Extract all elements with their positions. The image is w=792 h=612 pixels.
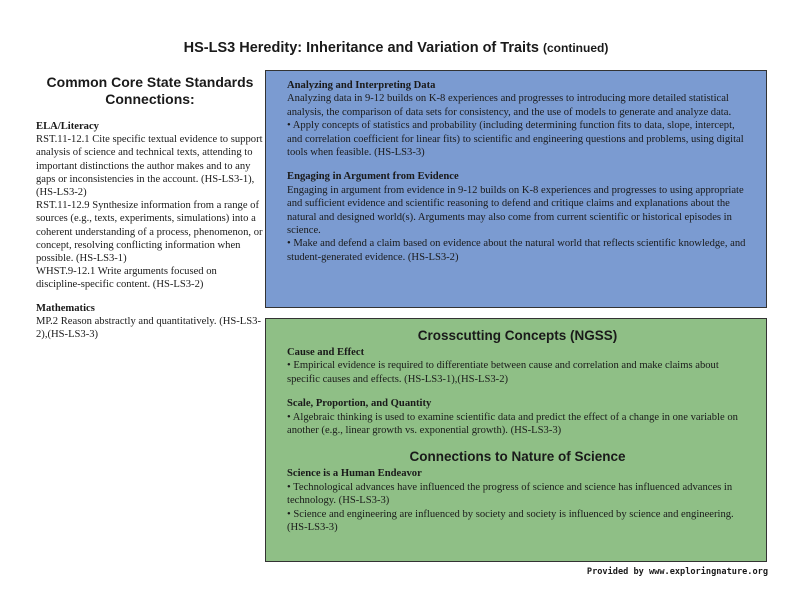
nature-bullet: • Technological advances have influenced the progress of science and science has influenced advances in technology. (HS-LS3-3) — [287, 481, 733, 507]
nature-heading: Science is a Human Endeavor — [287, 468, 422, 480]
page-title — [0, 40, 792, 56]
argument-bullet: • Make and defend a claim based on evidence about the natural world that reflects scientific knowledge, and student-generated evidence. (HS-LS3-2) — [287, 238, 746, 263]
math-heading: Mathematics — [36, 302, 95, 314]
common-core-connections — [36, 70, 264, 341]
scale-heading: Scale, Proportion, and Quantity — [287, 398, 432, 410]
scale-bullet: • Algebraic thinking is used to examine scientific data and predict the effect of a change in one variable on another (e.g., linear growth vs. exponential growth). (HS-LS3-3) — [287, 411, 738, 437]
argument-text: Engaging in argument from evidence in 9-12 builds on K-8 experiences and progresses to using appropriate and sufficient evidence and scientific reasoning to defend and critique claims and explanations about the natural and designed world(s). Arguments may also come from current scientific or historical episodes in science. — [287, 184, 744, 237]
page-title-text: HS-LS3 Heredity: Inheritance and Variation of Traits — [183, 40, 539, 56]
ela-heading: ELA/Literacy — [36, 121, 99, 132]
math-item-mp-2: MP.2 Reason abstractly and quantitatively. (HS-LS3-2),(HS-LS3-3) — [36, 315, 261, 341]
argument-heading: Engaging in Argument from Evidence — [287, 171, 459, 183]
page-title-suffix: (continued) — [543, 41, 609, 55]
common-core-heading: Common Core State Standards Connections: — [46, 74, 254, 107]
nature-bullet: • Science and engineering are influenced by society and society is influenced by science and engineering. (HS-LS3-3) — [287, 508, 734, 534]
analyzing-text: Analyzing data in 9-12 builds on K-8 experiences and progresses to introducing more detailed statistical analysis, the comparison of data sets for consistency, and the use of models to generate and analyze data. — [287, 93, 732, 118]
ela-item-rst-11-12-1: RST.11-12.1 Cite specific textual evidence to support analysis of science and technical texts, attending to important distinctions the author makes and to any gaps or inconsistencies in the account. (HS-LS3-1),(HS-LS3-2) — [36, 134, 263, 199]
science-practices-box — [265, 70, 767, 308]
cause-heading: Cause and Effect — [287, 347, 365, 358]
analyzing-heading: Analyzing and Interpreting Data — [287, 80, 436, 91]
ela-item-rst-11-12-9: RST.11-12.9 Synthesize information from a range of sources (e.g., texts, experiments, simulations) into a coherent understanding of a process, phenomenon, or concept, resolving conflicting information when possible. (HS-LS3-1) — [36, 200, 263, 265]
nature-title: Connections to Nature of Science — [409, 449, 626, 465]
crosscutting-title: Crosscutting Concepts (NGSS) — [417, 328, 618, 343]
provided-by-footer: Provided by www.exploringnature.org — [586, 567, 768, 577]
analyzing-bullet: • Apply concepts of statistics and probability (including determining function fits to data, slope, intercept, and correlation coefficient for linear fits) to scientific and engineering questions and problems, using digital tools when feasible. (HS-LS3-3) — [287, 120, 744, 159]
cause-bullet: • Empirical evidence is required to differentiate between cause and correlation and make claims about specific causes and effects. (HS-LS3-1),(HS-LS3-2) — [287, 360, 719, 385]
crosscutting-box — [265, 318, 767, 562]
ela-item-whst-9-12-1: WHST.9-12.1 Write arguments focused on discipline-specific content. (HS-LS3-2) — [36, 266, 217, 291]
